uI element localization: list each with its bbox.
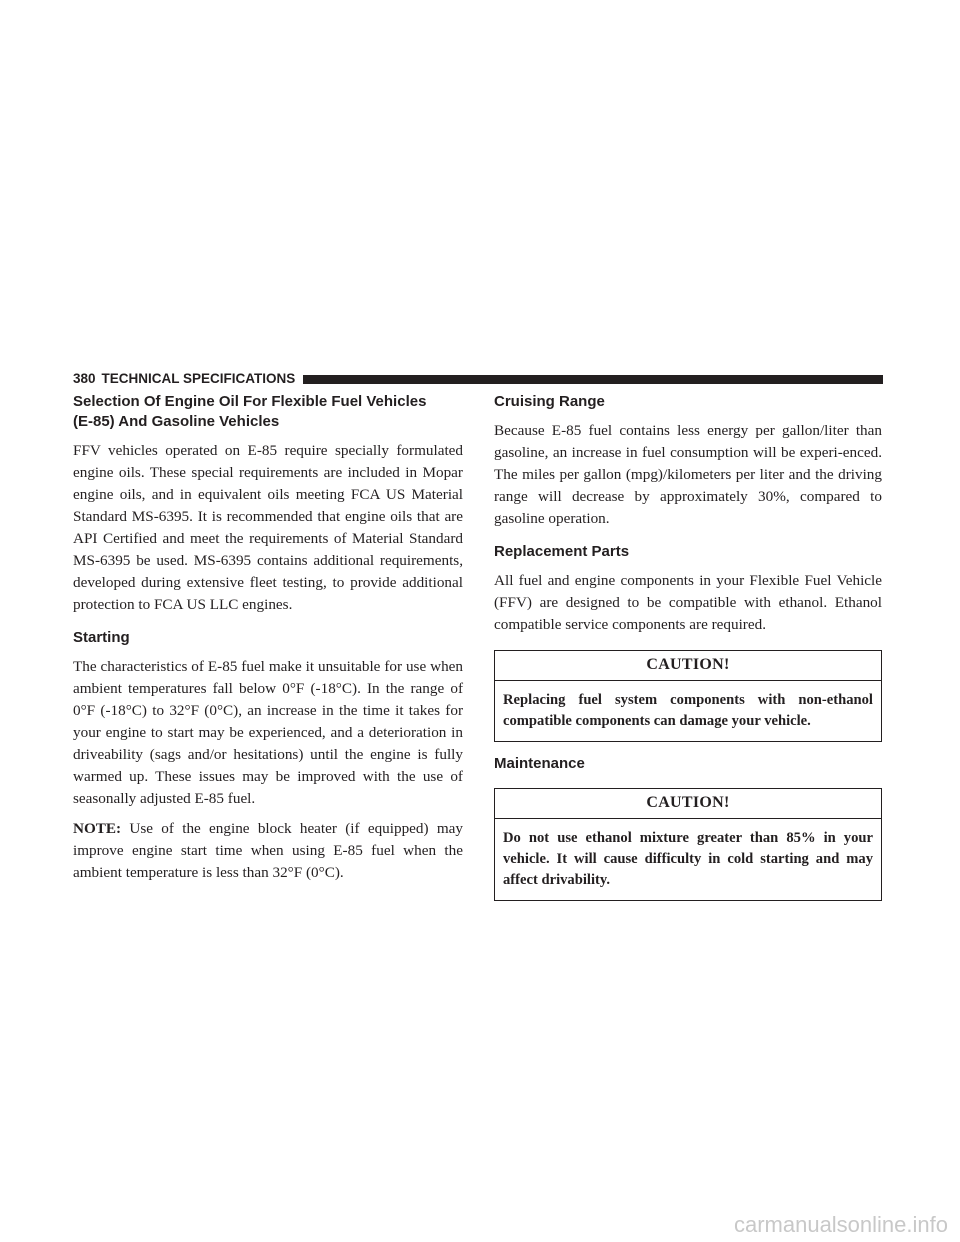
maintenance-heading: Maintenance (494, 755, 585, 772)
caution-box-ethanol-mixture (494, 788, 882, 901)
caution-text: Replacing fuel system components with non-ethanol compatible components can damage your vehicle. (503, 692, 873, 729)
caution-title: CAUTION! (495, 789, 881, 819)
caution-text: Do not use ethanol mixture greater than 85% in your vehicle. It will cause difficulty in cold starting and may affect drivability. (503, 830, 873, 888)
replacement-parts-heading: Replacement Parts (494, 543, 630, 560)
section-title: TECHNICAL SPECIFICATIONS (101, 371, 296, 386)
note-paragraph (73, 818, 463, 884)
caution-box-fuel-components (494, 650, 882, 742)
page-number: 380 (73, 371, 96, 386)
watermark: carmanualsonline.info (733, 1212, 948, 1237)
cruising-range-paragraph: Because E-85 fuel contains less energy per gallon/liter than gasoline, an increase in fuel consumption will be experi-enced. The miles per gallon (mpg)/kilometers per liter and the driving range will decrease by approximately 30%, compared to gasoline operation. (494, 422, 882, 527)
engine-oil-heading (73, 392, 463, 432)
note-text: Use of the engine block heater (if equipped) may improve engine start time when using E-85 fuel when the ambient temperature is less than 32°F (0°C). (73, 820, 463, 881)
right-column (494, 392, 882, 913)
engine-oil-heading-line2: (E-85) And Gasoline Vehicles (73, 413, 280, 430)
caution-title: CAUTION! (495, 651, 881, 681)
cruising-range-heading: Cruising Range (494, 393, 605, 410)
starting-paragraph: The characteristics of E-85 fuel make it unsuitable for use when ambient temperatures fall below 0°F (-18°C). In the range of 0°F (-18°C) to 32°F (0°C), an increase in the time it takes for your engine to start may be experienced, and a deterioration in driveability (sags and/or hesitations) until the engine is fully warmed up. These issues may be improved with the use of seasonally adjusted E-85 fuel. (73, 658, 463, 807)
running-header (73, 368, 883, 390)
starting-heading: Starting (73, 629, 130, 646)
note-label: NOTE: (73, 820, 122, 837)
header-rule (303, 375, 883, 384)
replacement-parts-paragraph: All fuel and engine components in your Flexible Fuel Vehicle (FFV) are designed to be compatible with ethanol. Ethanol compatible service components are required. (494, 572, 882, 633)
left-column (73, 392, 463, 892)
engine-oil-heading-line1: Selection Of Engine Oil For Flexible Fuel Vehicles (73, 393, 427, 410)
engine-oil-paragraph: FFV vehicles operated on E-85 require specially formulated engine oils. These special requirements are included in Mopar engine oils, and in equivalent oils meeting FCA US Material Standard MS-6395. It is recommended that engine oils that are API Certified and meet the requirements of Material Standard MS-6395 be used. MS-6395 contains additional requirements, developed during extensive fleet testing, to provide additional protection to FCA US LLC engines. (73, 442, 463, 613)
